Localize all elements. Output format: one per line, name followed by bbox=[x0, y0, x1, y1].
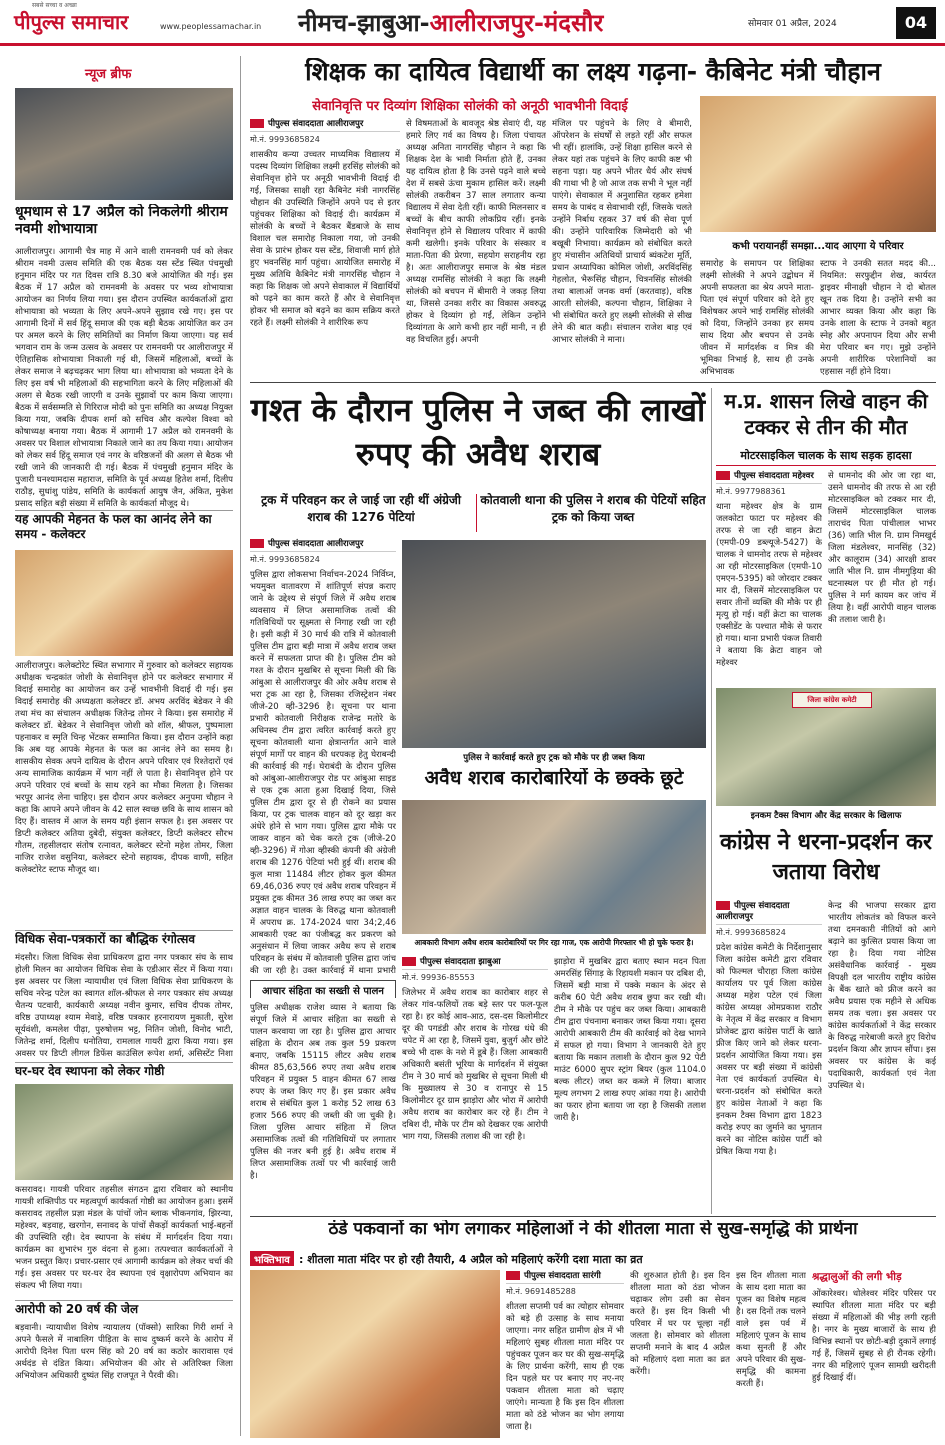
divider bbox=[15, 1300, 233, 1301]
excise-story-headline: अवैध शराब कारोबारियों के छक्के छूटे bbox=[424, 768, 684, 789]
page-number: 04 bbox=[896, 7, 936, 39]
gayatri-meeting-photo bbox=[15, 1084, 233, 1180]
top-story-col1: पीपुल्स संवाददाता आलीराजपुर मो.नं. 9993685824 शासकीय कन्या उच्चतर माध्यमिक विद्यालय में पदस्थ दिव्यांग शिक्षिका लक्ष्मी हरसिंह सोलंकी को सेवानिवृत्त होने पर अनूठी भावभीनी विदाई दी गई, जिसका साक्षी रहा कैबिनेट मंत्री नागरसिंह चौहान की उपस्थिति जिन्होंने अपने पद से इतर पहुंचकर शिक्षिका को विदाई दी। कार्यक्रम में सोलंकी के बच्चों ने बैठकर बैंडबाजे के साथ विशाल चल समारोह निकाला गया, जो उनकी सेवा के प्रारंभ होकर यस स्टेंड, शिवाजी मार्ग होते हुए भवनसिंह मार्ग पहुंचा। आयोजित समारोह में मुख्य अतिथि कैबिनेट मंत्री नागरसिंह चौहान ने कहा कि शिक्षक जो अपने सेवाकाल में विद्यार्थियों को पढ़ने का काम करते हैं और वे सेवानिवृत्त होकर भी समाज को बढ़ने का काम सक्रिय करते रहते हैं। लक्ष्मी सोलंकी ने शारीरिक रूप bbox=[250, 119, 400, 328]
story-collector-body: आलीराजपुर। कलेक्टोरेट स्थित सभागार में गुरुवार को कलेक्टर सहायक अधीक्षक चन्द्रकांत जोशी के सेवानिवृत्त होने पर कलेक्टर सभागार में विदाई समारोह का आयोजन कर उन्हें भावभीनी विदाई दी गई। इस विदाई समारोह की अध्यक्षता कलेक्टर डॉ. अभय अरविंद बेडेकर ने की तथा मंच का संचालन अधीक्षक जितेन्द्र तोमर ने किया। इस समारोह में कलेक्टर डॉ. बेडेकर ने सेवानिवृत्त जोशी को शॉल, श्रीफल, पुष्पमाला पहनाकर व स्मृति चिन्ह भेंटकर सम्मानित किया। इस दौरान उन्होंने कहा कि अब यह आपके मेहनत के फल का आनंद लेने का समय है। शासकीय सेवक अपने दायित्व के दौरान अपने परिवार एवं रिश्तेदारों एवं अन्य सामाजिक कार्यक्रम में भाग नहीं ले पाता है। सेवानिवृत्त होने पर अपने परिवार एवं बच्चों के साथ रहने का मौका मिलता है। जिसका भरपूर आनंद लेना चाहिए। इस दौरान अपर कलेक्टर अनुपमा चौहान ने कहा कि आपने अपने जीवन के 42 साल स्वच्छ छवि के साथ शासन को दिए हैं। वास्तव में आज के समय यही इंसान सफल है। इस अवसर पर डिप्टी कलेक्टर अतिया दुबेदी, संयुक्त कलेक्टर, डिप्टी कलेक्टर सौरभ गौतम, तहसीलदार संतोष रत्नावत, कलेक्टर स्टेनो महेश तोमर, जिला नाजिर राजेश वसुनिया, कलेक्टर स्टेनो सहायक, दीपक वाणी, सहित कलेक्टोरेट स्टाफ मौजूद था। bbox=[15, 661, 233, 875]
liquor-subhead-right: कोतवाली थाना की पुलिस ने शराब की पेटियों सहित ट्रक को किया जब्त bbox=[480, 493, 706, 524]
congress-photo-caption: इनकम टैक्स विभाग और केंद्र सरकार के खिलाफ bbox=[750, 811, 902, 821]
story-gayatri-body: कसरावद। गायत्री परिवार तहसील संगठन द्वारा रविवार को स्थानीय गायत्री शक्तिपीठ पर महत्वपूर्ण कार्यकर्ता गोष्ठी का आयोजन हुआ। इसमें कसरावद तहसील प्रज्ञा मंडल के पांचों जोन ब्लाक भीकनगांव, झिरन्या, महेश्वर, बड़वाह, खरगोन, सनावद के पांचों सैकड़ों कार्यकर्ता भाई-बहनों की उपस्थिति रही। देव स्थापना के संबंध में मार्गदर्शन दिया गया। कार्यक्रम का शुभारंभ गुरु वंदना से हुआ। तत्पश्चात कार्यकर्ताओं ने भजन प्रस्तुत किए। प्रचार-प्रसार एवं आगामी कार्यक्रम को लेकर चर्चा की गई। इस अवसर पर घर-घर देव स्थापना एवं वृक्षारोपण अभियान का संकल्प भी लिया गया। bbox=[15, 1185, 233, 1291]
website-url[interactable]: www.peoplessamachar.in bbox=[160, 22, 262, 31]
reporter-icon bbox=[402, 957, 416, 966]
divider bbox=[15, 1062, 233, 1063]
sheetla-temple-photo bbox=[250, 1270, 500, 1438]
reporter-icon bbox=[250, 539, 264, 548]
accident-story-col1: पीपुल्स संवाददाता महेश्वर मो.नं. 9977988361 थाना महेश्वर क्षेत्र के ग्राम जलकोटा फाटा पर महेश्वर की तरफ से जा रही वाहन क्रेटा (एमपी-09 डब्ल्यूजे-5427) के चालक ने धामनोद तरफ से महेश्वर आ रही मोटरसाइकिल (एमपी-10 एमएन-5395) को जोरदार टक्कर मार दी, जिसमें मोटरसाइकिल पर सवार तीनों व्यक्ति की मौके पर ही मृत्यु हो गई। वहीं क्रेटा का चालक एक्सीडेंट के पश्चात मौके से फरार हो गया। थाना प्रभारी पंकज तिवारी ने बताया कि क्रेटा वाहन जो महेश्वर bbox=[716, 471, 822, 668]
top-story-headline: शिक्षक का दायित्व विद्यार्थी का लक्ष्य गढ़ना- कैबिनेट मंत्री चौहान bbox=[305, 58, 881, 86]
top-story-col2: से विषमताओं के बावजूद श्रेष्ठ सेवाएं दी, यह हमारे लिए गर्व का विषय है। जिला पंचायत अध्यक्ष अनिता नागरसिंह चौहान ने कहा कि शिक्षक देश के भावी निर्माता होते हैं, उनका यह दायित्व होता है कि उनसे पढ़ने वाले बच्चे देश में सबसे ऊंचा मुकाम हासिल करें। लक्ष्मी सोलंकी तकरीबन 37 साल लगातार कन्या विद्यालय में सेवा देती रहीं। काफी मिलनसार व बच्चों के बीच काफी लोकप्रिय रहीं। इनके सेवानिवृत्त होने से विद्यालय परिवार में काफी कमी खलेगी। इनके परिवार के संस्कार व माता-पिता की प्रेरणा, सहयोग सराहनीय रहा है। अतः आलीराजपुर समाज के श्रेष्ठ मंडल अध्यक्ष रामसिंह सोलंकी ने कहा कि लक्ष्मी सोलंकी को बचपन में बीमारी ने जकड़ लिया था, जिससे उनका शरीर का विकास अवरुद्ध होकर वे दिव्यांग हो गईं, लेकिन उन्होंने दिव्यांगता के आगे कभी हार नहीं मानी, न ही वह विचलित हुईं। अपनी bbox=[406, 119, 546, 345]
divider bbox=[15, 930, 233, 931]
top-story-col3: मंजिल पर पहुंचने के लिए वे बीमारी, ऑपरेशन के संघर्षों से लड़ते रहीं और सफल भी रहीं। हालांकि, उन्हें शिक्षा हासिल करने से लेकर यहां तक पहुंचने के लिए काफी कष्ट भी सहना पड़ा। यह अपने भीतर धैर्य और संघर्ष की गाथा भी है जो आज तक सभी ने भूल नहीं पाएंगे। सेवाकाल में अनुशासित रहकर हमेशा समय के पाबंद व सेवाभावी रहीं, जिसके चलते उन्होंने निर्बाध रहकर 37 वर्ष की सेवा पूर्ण की। उन्होंने पारिवारिक जिम्मेदारी को भी बखूबी निभाया। कार्यक्रम को संबोधित करते हुए मंचासीन अतिथियों प्राचार्य ब्यंकटेश मूर्ति, प्रधान अध्यापिका कोमिल जोशी, अरविंदसिंह गेहलोत, भैरूसिंह चौहान, चित्रनसिंह सोलंकी तथा बालाओं जनक वर्मा (करतवाड़), वरिष्ठ आरती सोलंकी, कल्पना चौहान, शिक्षिका ने भी संबोधित करते हुए लक्ष्मी सोलंकी से सीख लेने की बात कही। संचालन राजेश बाड़ एवं आभार सोलंकी ने माना। bbox=[552, 119, 692, 345]
byline: पीपुल्स संवाददाता सारंगी bbox=[506, 1270, 624, 1284]
congress-story-col1: पीपुल्स संवाददाता आलीराजपुर मो.नं. 9993685824 प्रदेश कांग्रेस कमेटी के निर्देशानुसार जिला कांग्रेस कमेटी द्वारा रविवार को फिल्मल चौराहा जिला कांग्रेस कार्यालय पर पूर्व जिला कांग्रेस अध्यक्ष महेश पटेल एवं जिला कांग्रेस अध्यक्ष ओमप्रकाश राठौर के नेतृत्व में केंद्र सरकार व विभाग प्रोजेक्ट द्वारा कांग्रेस पार्टी के खाते फ्रीज किए जाने को लेकर धरना-प्रदर्शन आयोजित किया गया। इस अवसर पर बड़ी संख्या में कांग्रेसी नेता एवं कार्यकर्ता उपस्थित थे। धरना-प्रदर्शन को संबोधित करते हुए कांग्रेस नेताओं ने कहा कि इनकम टैक्स विभाग द्वारा 1823 करोड़ रुपए का जुर्माने का भुगतान करने का नोटिस कांग्रेस पार्टी को प्रेषित किया गया है। bbox=[716, 901, 822, 1157]
liquor-subhead-left: ट्रक में परिवहन कर ले जाई जा रही थीं अंग्रेजी शराब की 1276 पेटियां bbox=[261, 493, 461, 524]
farewell-ceremony-photo bbox=[15, 550, 233, 656]
reporter-icon bbox=[506, 1271, 520, 1280]
story-gayatri-headline: घर-घर देव स्थापना को लेकर गोष्ठी bbox=[15, 1064, 165, 1078]
sheetla-story-col2: की शुरुआत होती है। इस दिन शीतला माता को ठंडा भोजन चढ़ाकर लोग उसी का सेवन करते हैं। इस दिन किसी भी परिवार में घर पर चूल्हा नहीं जलता है। सोमवार को शीतला सप्तमी मनाने के बाद 4 अप्रैल को महिलाएं दशा माता का व्रत करेंगी। bbox=[630, 1271, 730, 1377]
congress-story-col2: केन्द्र की भाजपा सरकार द्वारा भारतीय लोकतंत्र को विफल करने तथा दमनकारी नीतियों को आगे बढ़ाने का कुत्सित प्रयास किया जा रहा है। दिया गया नोटिस असंवैधानिक कार्रवाई - मुख्य विपक्षी दल भारतीय राष्ट्रीय कांग्रेस के बैंक खाते को फ्रीज करने का अवैध प्रयास एक महीने से अधिक समय तक चला। इस अवसर पर कांग्रेस कार्यकर्ताओं ने केंद्र सरकार के विरुद्ध नारेबाजी करते हुए विरोध प्रदर्शन किया और ज्ञापन सौंपा। इस अवसर पर कांग्रेस के कई पदाधिकारी, कार्यकर्ता एवं नेता उपस्थित थे। bbox=[828, 901, 936, 1091]
congress-banner: जिला कांग्रेस कमेटी bbox=[792, 692, 872, 708]
category-tag: भक्तिभाव bbox=[250, 1251, 294, 1266]
reporter-mobile: मो.नं. 9993685824 bbox=[250, 555, 320, 564]
story-ram-navami-body: आलीराजपुर। आगामी चैत्र माह में आने वाली रामनवमी पर्व को लेकर श्रीराम नवमी उत्सव समिति की एक बैठक यस स्टेंड स्थित पंचमुखी हनुमान मंदिर पर गत दिवस रात्रि 8.30 बजे आयोजित की गई। इस बैठक में 17 अप्रैल को रामनवमी के अवसर पर भव्य शोभायात्रा आयोजन का निर्णय लिया गया। इस दौरान उपस्थित कार्यकर्ताओं द्वारा शोभायात्रा को भव्यता के लिए अपने-अपने सुझाव रखे गए। इस पर आगामी दिनों में सर्व हिंदू समाज की एक बड़ी बैठक आयोजित कर उन पर अमल करने के लिए समितियों का निर्माण किया जाएगा। यह सर्व भगवान राम के जन्म उत्सव के अवसर पर रामनवमी पर आलीराजपुर में ऐतिहासिक शोभायात्रा निकाली गई थी, जिसमें महिलाओं, बच्चों के लेकर समाज ने बढ़चढ़कर भाग लिया था। शोभायात्रा को भव्यता देने के लिए इस वर्ष भी महिलाओं की सहभागिता करने के लिए महिलाओं की अलग से बैठक रखी जाएगी व उनके सुझावों पर काम किया जाएगा। बैठक में सर्वसम्मति से गिरिराज मोदी को पुनः समिति का अध्यक्ष नियुक्त किया गया, जबकि दीपक शर्मा को सचिव और कल्पेश विश्वा को कोषाध्यक्ष बनाया गया। बैठक में आगामी 17 अप्रैल को रामनवमी के अवसर पर विशाल शोभायात्रा निकाले जाने का तय किया गया। आयोजन को लेकर सर्व हिंदू समाज एवं नगर के वरिष्ठजनों की अलग से बैठक भी रखी जाने की जानकारी दी गई। बैठक में पंचमुखी हनुमान मंदिर के पुजारी घनश्यामदास महाराज, समिति के पूर्व अध्यक्ष हितेश शर्मा, दिलीप राठौड़, सुधांशु पांडेय, समिति के कार्यकर्ता आयुष जैन, अंकित, मुकेश प्रसाद सहित बड़ी संख्या में समिति के कार्यकर्ता मौजूद थे। bbox=[15, 247, 233, 508]
newspaper-logo: सबसे सच्चा व अच्छा पीपुल्स समाचार bbox=[14, 2, 129, 34]
accident-story-headline: म.प्र. शासन लिखे वाहन की टक्कर से तीन की मौत bbox=[724, 389, 928, 439]
sheetla-story-col3: इस दिन शीतला माता के साथ दशा माता का पूजन का विशेष महत्व है। दस दिनों तक चलने वाले इस पर्व में महिलाएं पूजन के साथ कथा सुनती हैं और अपने परिवार की सुख-समृद्धि की कामना करती हैं। bbox=[736, 1271, 806, 1389]
reporter-mobile: मो.नं. 9993685824 bbox=[250, 135, 320, 144]
news-brief-title: न्यूज ब्रीफ bbox=[85, 67, 132, 82]
story-collector-headline: यह आपकी मेहनत के फल का आनंद लेने का समय - कलेक्टर bbox=[15, 512, 212, 541]
devotees-headline: श्रद्धालुओं की लगी भीड़ bbox=[812, 1271, 902, 1283]
divider bbox=[250, 382, 936, 383]
column-divider bbox=[240, 56, 241, 1436]
truck-photo-caption: पुलिस ने कार्रवाई करते हुए ट्रक को मौके पर ही जब्त किया bbox=[463, 753, 645, 763]
masthead bbox=[0, 0, 945, 46]
reporter-icon bbox=[716, 471, 730, 480]
sheetla-story-col1: पीपुल्स संवाददाता सारंगी मो.नं. 9691485288 शीतला सप्तमी पर्व का त्योहार सोमवार को बड़े ही उत्साह के साथ मनाया जाएगा। नगर सहित ग्रामीण क्षेत्र में भी महिलाएं सुबह शीतला माता मंदिर पर पहुंचकर पूजन कर घर की सुख-समृद्धि के लिए प्रार्थना करेंगी, साथ ही एक दिन पहले घर पर बनाए गए नए-नए पकवान शीतला माता को चढ़ाए जाएंगे। मान्यता है कि इस दिन शीतला माता को ठंडे भोजन का भोग लगाया जाता है। bbox=[506, 1271, 624, 1432]
devotees-body: ओंकारेश्वर। धोलेश्वर मंदिर परिसर पर स्थापित शीतला माता मंदिर पर बड़ी संख्या में महिलाओं की भीड़ लगी रहती है। नगर के मुख्य बाजारों के साथ ही विभिन्न स्थानों पर छोटी-बड़ी दुकानें लगाई गई हैं, जिसमें सुबह से ही रौनक रहेगी। नगर की महिलाएं पूजन सामग्री खरीदती हुई दिखाई दीं। bbox=[812, 1289, 936, 1383]
sheetla-subhead: भक्तिभाव : शीतला माता मंदिर पर हो रही तैयारी, 4 अप्रैल को महिलाएं करेंगी दशा माता का व्रत bbox=[250, 1248, 936, 1266]
top-story-subhead: सेवानिवृत्ति पर दिव्यांग शिक्षिका सोलंकी को अनूठी भावभीनी विदाई bbox=[312, 99, 628, 114]
story-legal-body: मंदसौर। जिला विधिक सेवा प्राधिकरण द्वारा नगर पत्रकार संघ के साथ होली मिलन का आयोजन विधिक सेवा के एडीआर सेंटर में किया गया। इस अवसर पर जिला न्यायाधीश एवं जिला विधिक सेवा प्राधिकरण के सचिव नरेन्द्र पटेल का स्वागत शॉल-श्रीफल से नगर पत्रकार संघ अध्यक्ष चैतन्य पटवारी, कार्यकारी अध्यक्ष नवीन कुमार, सचिव दीपक तोमर, वरिष्ठ उपाध्यक्ष श्याम मेवाड़े, वरिष्ठ पत्रकार हरनारायण मुकाती, सुरेश सूर्यवंशी, कमलेश पीढ़ा, पुरुषोत्तम भट्ट, नितिन जोशी, विनोद भाटी, जितेन्द्र शर्मा, दिलीप धनोतिया, रामलाल गायरी द्वारा किया गया। इस अवसर पर डिप्टी लीगल डिफेंस काउंसिल रूपेश शर्मा, असिस्टेंट निशा bbox=[15, 953, 233, 1059]
reporter-icon bbox=[716, 901, 730, 910]
byline: पीपुल्स संवाददाता आलीराजपुर bbox=[716, 900, 822, 925]
news-brief-header bbox=[15, 64, 233, 86]
sheetla-story-headline: ठंडे पकवानों का भोग लगाकर महिलाओं ने की शीतला माता से सुख-समृद्धि की प्रार्थना bbox=[328, 1220, 858, 1239]
story-court-headline: आरोपी को 20 वर्ष की जेल bbox=[15, 1302, 139, 1316]
reporter-mobile: मो.नं. 9977988361 bbox=[716, 487, 786, 496]
reporter-mobile: मो.नं. 9691485288 bbox=[506, 1287, 576, 1296]
excise-team-photo bbox=[402, 800, 706, 934]
ram-navami-meeting-photo bbox=[15, 88, 233, 200]
column-divider bbox=[711, 388, 712, 1214]
reporter-mobile: मो.नं. 99936-85553 bbox=[402, 973, 475, 982]
divider bbox=[15, 510, 233, 511]
story-legal-headline: विधिक सेवा-पत्रकारों का बौद्धिक रंगोत्सव bbox=[15, 932, 196, 946]
excise-story-col2: झाड़ोरा में मुखबिर द्वारा बताए स्थान मदन पिता अमरसिंह सिंगाड़ के रिहायशी मकान पर दबिश दी, जिसमें बड़ी मात्रा में पक्के मकान के अंदर से करीब 60 पेटी अवैध शराब छुपा कर रखी थी। टीम ने मौके पर पहुंच कर जब्त किया। आबकारी टीम द्वारा पंचनामा बनाकर जब्त किया गया। दूसरा आरोपी आबकारी टीम की कार्रवाई को देख भागने में सफल हो गया। विभाग ने जानकारी देते हुए बताया कि मकान तलाशी के दौरान कुल 92 पेटी माउंट 6000 सुपर स्ट्रांग बियर (कुल 1104.0 बल्क लीटर) जब्त कर कब्जे में लिया। बाजार मूल्य लगभग 2 लाख रुपए आंका गया है। आरोपी का फरार होना बताया जा रहा है जिसकी तलाश जारी है। bbox=[554, 957, 706, 1123]
byline: पीपुल्स संवाददाता आलीराजपुर bbox=[250, 538, 396, 552]
farewell-stage-photo bbox=[700, 96, 936, 232]
farewell-photo-caption: कभी परायानहीं समझा...याद आएगा ये परिवार bbox=[732, 241, 904, 252]
edition-title: नीमच-झाबुआ-आलीराजपुर-मंदसौर bbox=[298, 9, 604, 37]
logo-tagline: सबसे सच्चा व अच्छा bbox=[32, 2, 77, 9]
issue-date: सोमवार 01 अप्रैल, 2024 bbox=[748, 19, 837, 29]
divider bbox=[476, 494, 477, 532]
excise-photo-caption: आबकारी विभाग अवैध शराब कारोबारियों पर गिर रहा गाज, एक आरोपी गिरफ्तार भी हो चुके फरार है। bbox=[414, 938, 694, 947]
reporter-icon bbox=[250, 119, 264, 128]
accident-story-col2: से धामनोद की ओर जा रहा था, उसने धामनोद की तरफ से आ रही मोटरसाइकिल को टक्कर मार दी, जिसमें मोटरसाइकिल चालक ताराचंद पिता पांचीलाल भाभर (36) जाति भील नि. ग्राम निमखुर्द जिला मंडलेश्वर, मानसिंह (32) और कालूराम (34) आरक्षी डावर जाति भील नि. ग्राम नीमगुड़िया की घटनास्थल पर ही मौत हो गई। पुलिस ने मर्ग कायम कर जांच में लिया है। वहीं आरोपी वाहन चालक की तलाश जारी है। bbox=[828, 471, 936, 625]
top-story-side-col2: स्टाफ ने उनकी सतत मदद की... नियमित: सरफुद्दीन शेख, कार्यरत ड्राइवर मीनाक्षी चौहान ने दो बोतल खून तक दिया है। उन्होंने सभी का आभार व्यक्त किया और कहा कि उनके शाला के स्टाफ ने उनको बहुत स्नेह और अपनापन दिया और सभी मेरा परिवार बन गए। मुझे उन्होंने अपनी शारीरिक परेशानियों का एहसास नहीं होने दिया। bbox=[820, 259, 936, 376]
code-of-conduct-headline: आचार संहिता का सख्ती से पालन bbox=[250, 980, 396, 998]
story-court-body: बड़वानी। न्यायाधीश विशेष न्यायालय (पॉक्सो) सारिका गिरी शर्मा ने अपने फैसले में नाबालिग पीड़िता के साथ दुष्कर्म करने के आरोप में आरोपी दिनेश पिता धरम सिंह को 20 वर्ष का कठोर कारावास एवं अर्थदंड से दंडित किया। अभियोजन की ओर से अतिरिक्त जिला अभियोजन अधिकारी दुष्यंत सिंह राजपूत ने पैरवी की। bbox=[15, 1323, 233, 1381]
byline: पीपुल्स संवाददाता महेश्वर bbox=[716, 470, 822, 484]
liquor-story-col1: पीपुल्स संवाददाता आलीराजपुर मो.नं. 9993685824 पुलिस द्वारा लोकसभा निर्वाचन-2024 निर्विघ्न, भयमुक्त वातावरण में शांतिपूर्ण संपन्न कराए जाने के उद्देश्य से संपूर्ण जिले में अवैध शराब व्यवसाय में लिप्त असामाजिक तत्वों की गतिविधियों पर सूक्ष्मता से निगाह रखी जा रही है। इसी कड़ी में 30 मार्च की रात्रि में कोतवाली पुलिस टीम द्वारा बड़ी मात्रा में अवैध शराब जब्त करने में सफलता प्राप्त की है। पुलिस टीम को गश्त के दौरान मुखबिर से सूचना मिली की कि आंबुआ से आलीराजपुर की ओर अवैध शराब से भरा ट्रक आ रहा है, जिसका रजिस्ट्रेशन नंबर जीजे-20 व्ही-3296 है। सूचना पर थाना प्रभारी कोतवाली निरीक्षक राजेन्द्र मतोरे के अधिनस्थ टीम द्वारा त्वरित कार्रवाई करते हुए सूचना कोतवाली थाना क्षेत्रान्तर्गत आने वाले संपूर्ण मार्गों पर वाहन की धरपकड़ हेतु घेराबन्दी की कार्रवाई की गई। घेराबंदी के दौरान पुलिस को आंबुआ-आलीराजपुर रोड पर आंबुआ साइड से एक ट्रक आता हुआ दिखाई दिया, जिसे पुलिस टीम द्वारा दूर से ही रोकने का प्रयास किया, पर ट्रक चालक वाहन को दूर खड़ा कर अंधेरे होने से भाग गया। पुलिस द्वारा मौके पर जाकर वाहन को चेक करते ट्रक (जीजे-20 व्ही-3296) में गोआ व्हीस्की कंपनी की अंग्रेजी शराब की 1276 पेटियां भरी हुई थीं। शराब की कुल मात्रा 11484 लीटर होकर कुल कीमत 69,46,036 रुपए एवं अवैध शराब परिवहन में प्रयुक्त ट्रक कीमत 36 लाख रुपए का जब्त कर अज्ञात वाहन चालक के विरुद्ध थाना कोतवाली में अपराध क्र. 174-2024 धारा 34;2,46 आबकारी एक्ट का पंजीबद्ध कर प्रकरण को अनुसंधान में लिया जाकर अवैध रूप से शराब परिवहन के संबंध में कोतवाली पुलिस द्वारा जांच की जा रही है। उक्त कार्रवाई में थाना प्रभारी bbox=[250, 539, 396, 976]
seized-truck-photo bbox=[402, 540, 706, 748]
top-story-side-col1: समारोह के समापन पर शिक्षिका लक्ष्मी सोलंकी ने अपने उद्बोधन में अपनी सफलता का श्रेय अपने माता-पिता एवं संपूर्ण परिवार को देते हुए विशेषकर अपने भाई रामसिंह सोलंकी को दिया, जिन्होंने उनका हर समय साथ दिया और बचपन से उनके जीवन में मार्गदर्शक व मित्र की भूमिका निभाई है, साथ ही उनके अभिभावक bbox=[700, 259, 814, 376]
code-of-conduct-body: पुलिस अधीक्षक राजेश व्यास ने बताया कि संपूर्ण जिले में आचार संहिता का सख्ती से पालन करवाया जा रहा है। पुलिस द्वारा आचार संहिता के दौरान अब तक कुल 59 प्रकरण बनाए, जबकि 15115 लीटर अवैध शराब कीमत 85,63,566 रुपए तथा अवैध शराब परिवहन में प्रयुक्त 5 वाहन कीमत 67 लाख रुपए के जब्त किए गए हैं। इस प्रकार अवैध शराब से संबंधित कुल 1 करोड़ 52 लाख 63 हजार 566 रुपए की जब्ती की जा चुकी है। जिला पुलिस आचार संहिता में लिप्त असामाजिक तत्वों की गतिविधियों पर लगातार पुलिस की नजर बनी हुई है। अवैध शराब में लिप्त असामाजिक तत्वों पर भी कार्रवाई जारी है। bbox=[250, 1003, 396, 1181]
congress-story-headline: कांग्रेस ने धरना-प्रदर्शन कर जताया विरोध bbox=[720, 830, 932, 885]
byline: पीपुल्स संवाददाता झाबुआ bbox=[402, 956, 548, 970]
divider bbox=[250, 1216, 936, 1217]
excise-story-col1: पीपुल्स संवाददाता झाबुआ मो.नं. 99936-85553 जिलेभर में अवैध शराब का कारोबार शहर से लेकर गांव-फलियों तक बड़े स्तर पर फल-फूल रहा है। हर कोई आव-आठ, दस-दस किलोमीटर दूर की पगडंडी और शराब के गोरख धंधे की चपेट में आ रहा है, जिसमें युवा, बुजुर्ग और छोटे बच्चे भी दारू के नशे में डूबे हैं। जिला आबकारी अधिकारी बसंती भूरिया के मार्गदर्शन में संयुक्त टीम ने 30 मार्च को मुखबिर से सूचना मिली थी कि मुख्यालय से 30 व रानापुर से 15 किलोमीटर दूर ग्राम झाड़ोरा और भोरा में आरोपी अवैध शराब का कारोबार कर रहे हैं। टीम ने दबिश दी, मौके पर टीम को देखकर एक आरोपी भाग गया, जिसकी तलाश की जा रही है। bbox=[402, 957, 548, 1142]
accident-subhead: मोटरसाइकिल चालक के साथ सड़क हादसा bbox=[716, 448, 936, 466]
reporter-mobile: मो.नं. 9993685824 bbox=[716, 928, 786, 937]
byline: पीपुल्स संवाददाता आलीराजपुर bbox=[250, 118, 400, 132]
liquor-story-headline: गश्त के दौरान पुलिस ने जब्त की लाखों रुपए की अवैध शराब bbox=[250, 391, 706, 473]
story-ram-navami-headline: धूमधाम से 17 अप्रैल को निकलेगी श्रीराम नवमी शोभायात्रा bbox=[15, 204, 228, 237]
